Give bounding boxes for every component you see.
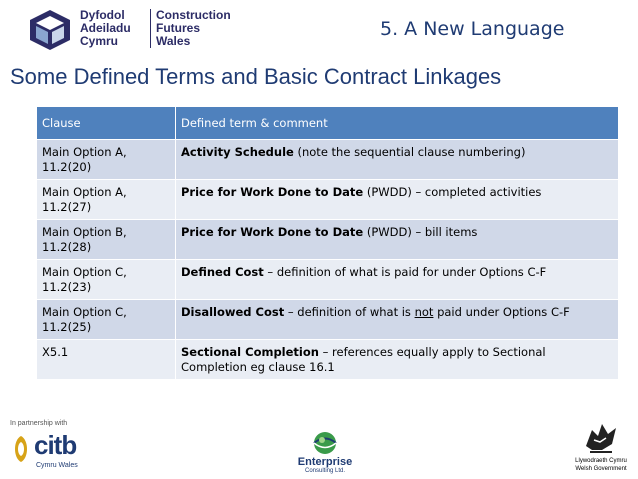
- section-title: 5. A New Language: [380, 18, 565, 40]
- construction-futures-wales-logo: [28, 6, 248, 56]
- clause-cell: Main Option B, 11.2(28): [37, 220, 176, 260]
- clause-cell: X5.1: [37, 340, 176, 380]
- welsh-government-english-text: Welsh Government: [575, 466, 627, 472]
- clause-cell: Main Option A, 11.2(27): [37, 180, 176, 220]
- table-row: [37, 140, 619, 180]
- column-header-clause: Clause: [37, 107, 176, 140]
- enterprise-wordmark: Enterprise: [297, 456, 353, 468]
- cube-logo-icon: [28, 8, 72, 52]
- clause-cell: Main Option A, 11.2(20): [37, 140, 176, 180]
- citb-partnership-text: In partnership with: [10, 420, 68, 427]
- defined-term-cell: Activity Schedule (note the sequential clause numbering): [176, 140, 619, 180]
- citb-subtitle: Cymru Wales: [36, 462, 78, 469]
- logo-welsh-text: Dyfodol Adeiladu Cymru: [80, 8, 131, 48]
- page-title: Some Defined Terms and Basic Contract Linkages: [10, 64, 502, 89]
- citb-logo: [10, 420, 110, 475]
- table-row: [37, 300, 619, 340]
- table-row: [37, 220, 619, 260]
- clause-cell: Main Option C, 11.2(25): [37, 300, 176, 340]
- column-header-defined-term: Defined term & comment: [176, 107, 619, 140]
- table-header-row: [37, 107, 619, 140]
- citb-swirl-icon: [10, 434, 32, 464]
- defined-term-cell: Price for Work Done to Date (PWDD) – completed activities: [176, 180, 619, 220]
- welsh-government-logo: [568, 416, 634, 476]
- defined-term-cell: Defined Cost – definition of what is paid for under Options C-F: [176, 260, 619, 300]
- defined-term-cell: Disallowed Cost – definition of what is not paid under Options C-F: [176, 300, 619, 340]
- defined-term-cell: Sectional Completion – references equally apply to Sectional Completion eg clause 16.1: [176, 340, 619, 380]
- table-row: [37, 180, 619, 220]
- logo-english-text: Construction Futures Wales: [150, 9, 231, 48]
- clause-cell: Main Option C, 11.2(23): [37, 260, 176, 300]
- dragon-crest-icon: [582, 416, 620, 456]
- table-row: [37, 340, 619, 380]
- enterprise-subtitle: Consulting Ltd.: [304, 468, 346, 474]
- defined-term-cell: Price for Work Done to Date (PWDD) – bill items: [176, 220, 619, 260]
- enterprise-consulting-logo: [280, 430, 370, 478]
- defined-terms-table: [36, 106, 619, 380]
- citb-wordmark: citb: [34, 430, 77, 460]
- table-row: [37, 260, 619, 300]
- welsh-government-welsh-text: Llywodraeth Cymru: [575, 458, 627, 464]
- globe-icon: [308, 430, 342, 456]
